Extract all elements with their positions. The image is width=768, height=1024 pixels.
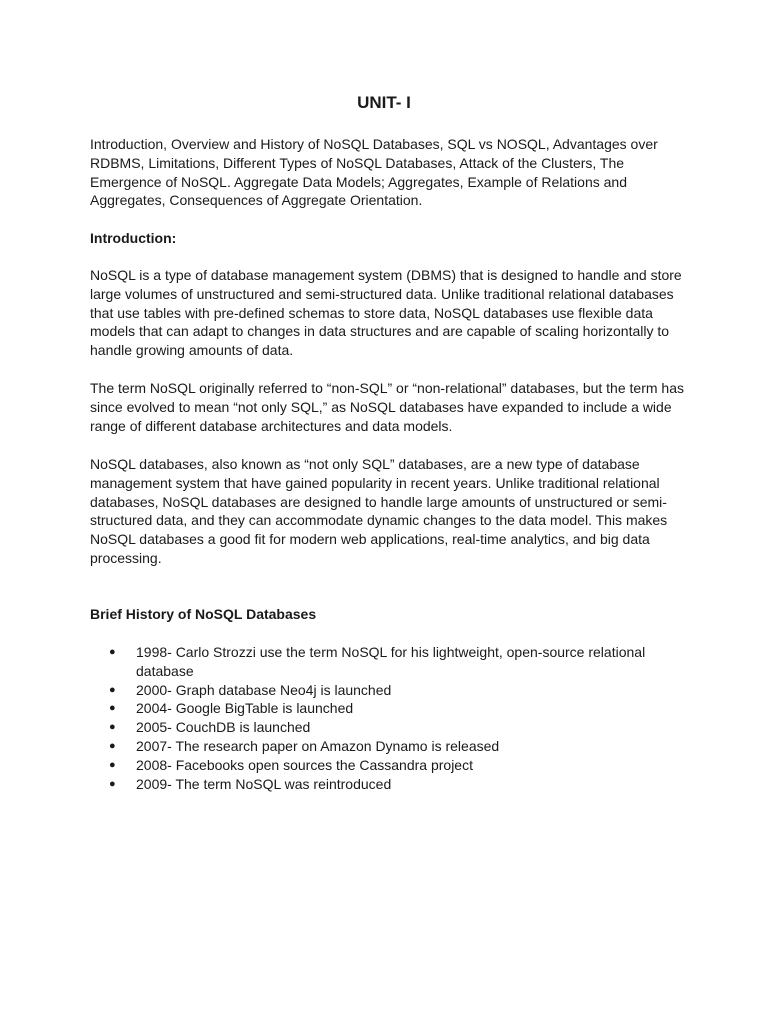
bullet-icon: ● — [109, 683, 116, 696]
history-heading: Brief History of NoSQL Databases — [90, 606, 317, 622]
history-list — [90, 643, 690, 793]
list-item-text: 2008- Facebooks open sources the Cassandra project — [136, 756, 473, 773]
bullet-icon: ● — [109, 646, 116, 658]
list-item-text: 2000- Graph database Neo4j is launched — [136, 681, 392, 698]
unit-overview-paragraph: Introduction, Overview and History of NoSQL Databases, SQL vs NOSQL, Advantages over RDBMS, Limitations, Different Types of NoSQL Databases, Attack of the Clusters, The Emergence of NoSQL. Aggregate Data Models; Aggregates, Example of Relations and Aggregates, Consequences of Aggregate Orientation. — [90, 136, 658, 209]
bullet-icon: ● — [109, 777, 116, 790]
list-item-text: 2007- The research paper on Amazon Dynamo is released — [136, 737, 500, 754]
list-item — [90, 775, 646, 794]
list-item — [90, 718, 646, 737]
intro-paragraph-1: NoSQL is a type of database management system (DBMS) that is designed to handle and store large volumes of unstructured and semi-structured data. Unlike traditional relational databases that use tables with pre-defined schemas to store data, NoSQL databases use flexible data models that can adapt to changes in data structures and are capable of scaling horizontally to handle growing amounts of data. — [90, 267, 682, 359]
list-item — [90, 681, 646, 700]
list-item-text: 2009- The term NoSQL was reintroduced — [136, 775, 392, 792]
list-item-text: 2004- Google BigTable is launched — [136, 700, 354, 717]
intro-paragraph-2: The term NoSQL originally referred to “non-SQL” or “non-relational” databases, but the term has since evolved to mean “not only SQL,” as NoSQL databases have expanded to include a wide range of different database architectures and data models. — [90, 380, 684, 434]
page-title: UNIT- I — [357, 93, 411, 112]
list-item-text: 1998- Carlo Strozzi use the term NoSQL for his lightweight, open-source relational database — [136, 644, 646, 679]
list-item — [90, 699, 646, 718]
list-item-text: 2005- CouchDB is launched — [136, 719, 311, 736]
bullet-icon: ● — [109, 739, 116, 752]
bullet-icon: ● — [109, 758, 116, 771]
bullet-icon: ● — [109, 721, 116, 734]
list-item — [90, 737, 646, 756]
list-item — [90, 643, 646, 681]
introduction-heading: Introduction: — [90, 230, 177, 246]
intro-paragraph-3: NoSQL databases, also known as “not only SQL” databases, are a new type of database management system that have gained popularity in recent years. Unlike traditional relational databases, NoSQL databases are designed to handle large amounts of unstructured or semi-structured data, and they can accommodate dynamic changes to the data model. This makes NoSQL databases a good fit for modern web applications, real-time analytics, and big data processing. — [90, 456, 668, 566]
list-item — [90, 756, 646, 775]
bullet-icon: ● — [109, 702, 116, 715]
